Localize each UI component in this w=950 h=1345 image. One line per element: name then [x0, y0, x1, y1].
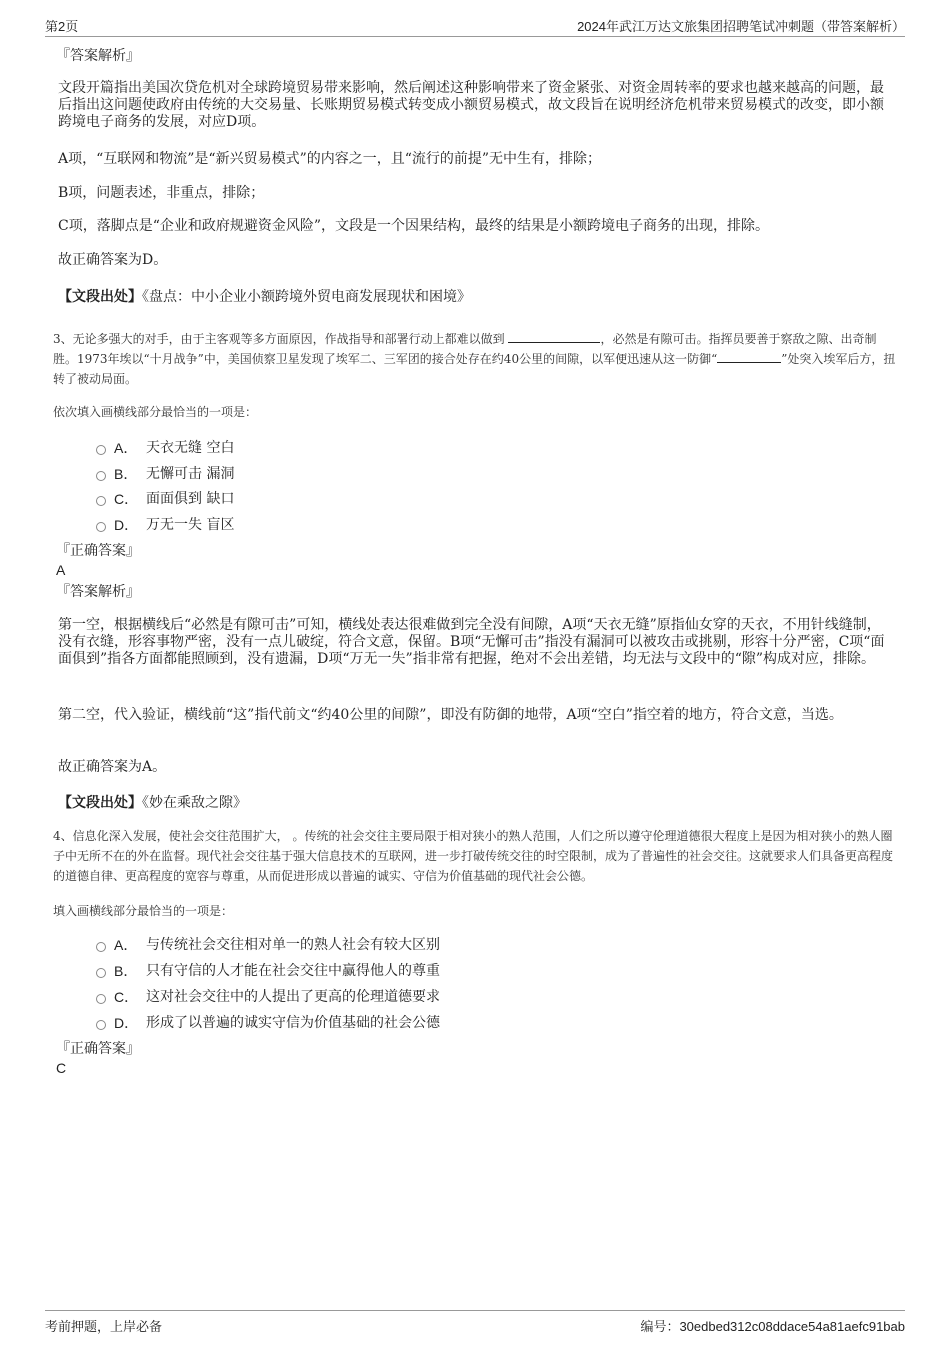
correct-answer: A: [56, 562, 66, 578]
question-stem: 4、信息化深入发展，使社会交往范围扩大， 。传统的社会交往主要局限于相对狭小的熟人范围，人们之所以遵守伦理道德很大程度上是因为相对狭小的熟人圈子中无所不在的外在监督。现代社会交往基于强大信息技术的互联网，进一步打破传统交往的时空限制，成为了普遍性的社会交往。这就要求人们具备更高程度的道德自律、更高程度的宽容与尊重，从而促进形成以普遍的诚实、守信为价值基础的现代社会公德。: [53, 829, 894, 883]
page-header: [45, 14, 905, 37]
radio-button[interactable]: [96, 445, 106, 455]
radio-button[interactable]: [96, 471, 106, 481]
radio-button[interactable]: [96, 496, 106, 506]
correct-answer-heading: 『正确答案』: [56, 1041, 140, 1057]
passage-source: [58, 792, 247, 812]
footer-slogan: 考前押题，上岸必备: [45, 1319, 163, 1334]
analysis-conclusion: 故正确答案为A。: [58, 759, 167, 775]
radio-button[interactable]: [96, 522, 106, 532]
page-footer: [45, 1310, 905, 1333]
question-instruction: 依次填入画横线部分最恰当的一项是：: [53, 405, 258, 419]
question-instruction: 填入画横线部分最恰当的一项是：: [53, 904, 234, 918]
document-title: 2024年武江万达文旅集团招聘笔试冲刺题（带答案解析）: [577, 19, 905, 34]
analysis-paragraph: A项，“互联网和物流”是“新兴贸易模式”的内容之一，且“流行的前提”无中生有，排除；: [58, 151, 602, 167]
analysis-paragraph: 第二空，代入验证，横线前“这”指代前文“约40公里的间隙”，即没有防御的地带，A项“空白”指空着的地方，符合文意，当选。: [58, 707, 843, 723]
radio-button[interactable]: [96, 994, 106, 1004]
analysis-paragraph: C项，落脚点是“企业和政府规避资金风险”，文段是一个因果结构，最终的结果是小额跨境电子商务的出现，排除。: [58, 218, 770, 234]
radio-button[interactable]: [96, 968, 106, 978]
source-title: 《妙在乘敌之隙》: [142, 795, 247, 811]
question-stem: 3、无论多强大的对手，由于主客观等多方面原因，作战指导和部署行动上都难以做到 ，必然是有隙可击。指挥员要善于察敌之隙、出奇制胜。1973年埃以“十月战争”中，美国侦察卫星发现了埃军二、三军团的接合处存在约40公里的间隙，以军便迅速从这一防御“ ”处突入埃军后方，扭转了被动局面。: [53, 332, 896, 386]
analysis-conclusion: 故正确答案为D。: [58, 252, 168, 268]
source-label: 【文段出处】: [58, 289, 142, 305]
analysis-paragraph: 第一空，根据横线后“必然是有隙可击”可知，横线处表达很难做到完全没有间隙，A项“天衣无缝”原指仙女穿的天衣，不用针线缝制，没有衣缝，形容事物严密，没有一点儿破绽，符合文意，保留。B项“无懈可击”指没有漏洞可以被攻击或挑剔，形容十分严密，C项“面面俱到”指各方面都能照顾到，没有遗漏，D项“万无一失”指非常有把握，绝对不会出差错，均无法与文段中的“隙”构成对应，排除。: [58, 617, 885, 667]
source-label: 【文段出处】: [58, 795, 142, 811]
answer-analysis-heading: 『答案解析』: [56, 584, 140, 600]
analysis-paragraph: B项，问题表述，非重点，排除；: [58, 185, 265, 201]
fill-blank: [717, 350, 781, 363]
analysis-paragraph: 文段开篇指出美国次贷危机对全球跨境贸易带来影响，然后阐述这种影响带来了资金紧张、对资金周转率的要求也越来越高的问题，最后指出这问题使政府由传统的大交易量、长账期贸易模式转变成小额贸易模式，故文段旨在说明经济危机带来贸易模式的改变，即小额跨境电子商务的发展，对应D项。: [58, 80, 884, 130]
page-number: 第2页: [45, 19, 79, 34]
document-serial: 编号：30edbed312c08ddace54a81aefc91bab: [640, 1319, 905, 1334]
answer-analysis-heading: 『答案解析』: [56, 48, 140, 64]
correct-answer-heading: 『正确答案』: [56, 543, 140, 559]
fill-blank: [508, 330, 600, 343]
source-title: 《盘点：中小企业小额跨境外贸电商发展现状和困境》: [142, 289, 471, 305]
radio-button[interactable]: [96, 942, 106, 952]
correct-answer: C: [56, 1060, 67, 1076]
passage-source: [58, 286, 471, 306]
radio-button[interactable]: [96, 1020, 106, 1030]
